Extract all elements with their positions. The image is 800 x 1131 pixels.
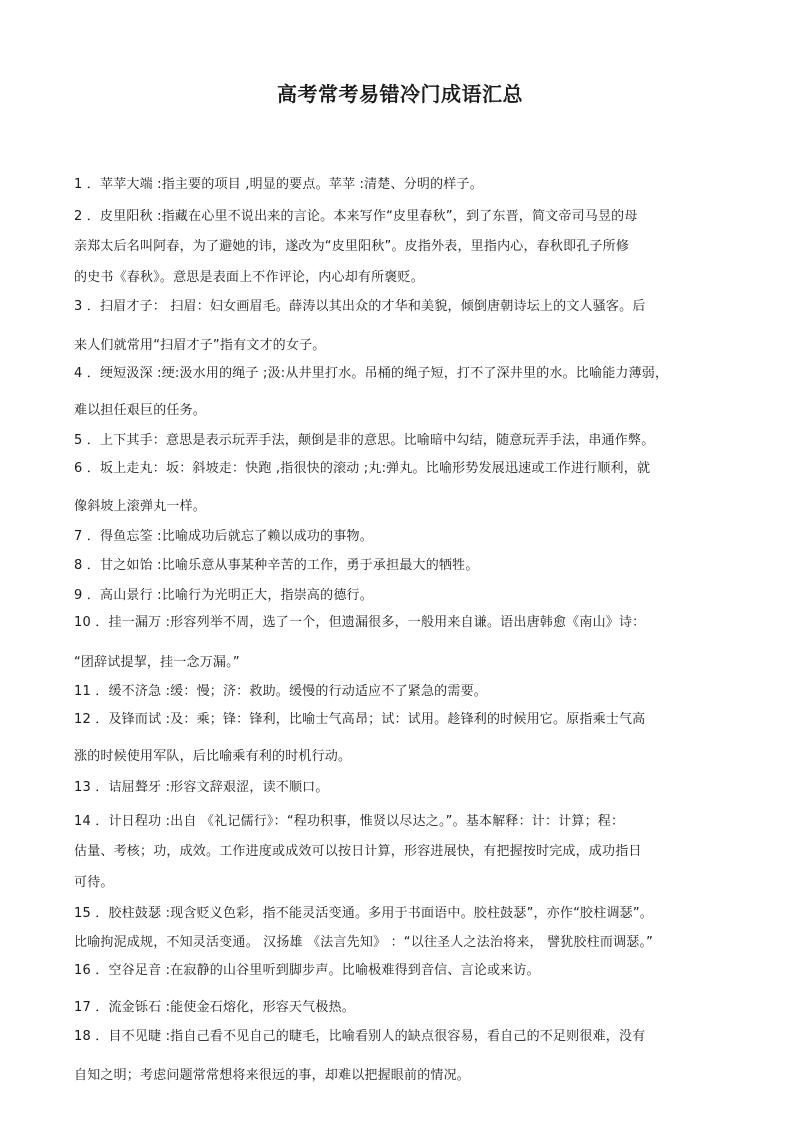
text-line: 18 ．目不见睫 :指自己看不见自己的睫毛，比喻看别人的缺点很容易，看自己的不足则很难，没有 [74, 1029, 646, 1044]
text-line: 来人们就常用“扫眉才子”指有文才的女子。 [74, 338, 326, 353]
text-line: 8 ．甘之如饴 :比喻乐意从事某种辛苦的工作，勇于承担最大的牺牲。 [74, 558, 479, 573]
text-line: 1 ．苹苹大端 :指主要的项目 ,明显的要点。苹苹 :清楚、分明的样子。 [74, 177, 483, 192]
text-line: 11 ．缓不济急 :缓：慢；济：救助。缓慢的行动适应不了紧急的需要。 [74, 684, 487, 699]
text-line: 10 ．挂一漏万 :形容列举不周，选了一个，但遗漏很多，一般用来自谦。语出唐韩愈《南山》诗： [74, 615, 646, 630]
text-line: 14 ．计日程功 :出自 《礼记儒行》：“程功积事，惟贤以尽达之。”。基本解释：计：计算；程： [74, 814, 625, 829]
text-line: 自知之明；考虑问题常常想将来很远的事，却难以把握眼前的情况。 [74, 1068, 471, 1083]
text-line: 7 ．得鱼忘筌 :比喻成功后就忘了赖以成功的事物。 [74, 529, 373, 544]
text-line: 亲郑太后名叫阿春，为了避她的讳，遂改为“皮里阳秋”。皮指外表，里指内心，春秋即孔子所修 [74, 239, 630, 254]
text-line: 3 ．扫眉才子： 扫眉：妇女画眉毛。薛涛以其出众的才华和美貌，倾倒唐朝诗坛上的文人骚客。后 [74, 299, 646, 314]
text-line: 难以担任艰巨的任务。 [74, 403, 207, 418]
text-line: 13 ．诘屈聱牙 :形容文辞艰涩，读不顺口。 [74, 780, 329, 795]
text-line: 16 ．空谷足音 :在寂静的山谷里听到脚步声。比喻极难得到音信、言论或来访。 [74, 963, 540, 978]
text-line: 6 ．坂上走丸：坂：斜坡走：快跑 ,指很快的滚动 ;丸:弹丸。比喻形势发展迅速或工作进行顺利，就 [74, 461, 651, 476]
text-line: 12 ．及锋而试 :及：乘；锋：锋利，比喻士气高昂；试：试用。趁锋利的时候用它。原指乘士气高 [74, 712, 646, 727]
text-line: 17 ．流金铄石 :能使金石熔化，形容天气极热。 [74, 1000, 355, 1015]
text-line: 比喻拘泥成规，不知灵活变通。 汉扬雄 《法言先知》 ：“以往圣人之法治将来， 譬犹胶柱而调瑟。” [74, 935, 654, 950]
text-line: “团辞试提挈，挂一念万漏。” [74, 655, 240, 670]
document-title: 高考常考易错冷门成语汇总 [277, 82, 523, 106]
text-line: 涨的时候使用军队，后比喻乘有利的时机行动。 [74, 749, 352, 764]
text-line: 4 ．绠短汲深 :绠:汲水用的绳子 ;汲:从井里打水。吊桶的绳子短，打不了深井里的水。比喻能力薄弱， [74, 366, 669, 381]
text-line: 可待。 [74, 875, 114, 890]
text-line: 像斜坡上滚弹丸一样。 [74, 499, 207, 514]
text-line: 9 ．高山景行 :比喻行为光明正大，指崇高的德行。 [74, 588, 373, 603]
text-line: 的史书《春秋》。意思是表面上不作评论，内心却有所褒贬。 [74, 270, 424, 285]
text-line: 2 ．皮里阳秋 :指藏在心里不说出来的言论。本来写作“皮里春秋”，到了东晋，简文帝司马昱的母 [74, 209, 638, 224]
text-line: 估量、考核；功，成效。工作进度或成效可以按日计算，形容进展快，有把握按时完成，成功指日 [74, 844, 642, 859]
text-line: 5 ．上下其手：意思是表示玩弄手法，颠倒是非的意思。比喻暗中勾结，随意玩弄手法，串通作弊。 [74, 433, 655, 448]
text-line: 15 ．胶柱鼓瑟 :现含贬义色彩，指不能灵活变通。多用于书面语中。胶柱鼓瑟”，亦作“胶柱调瑟”。 [74, 906, 653, 921]
